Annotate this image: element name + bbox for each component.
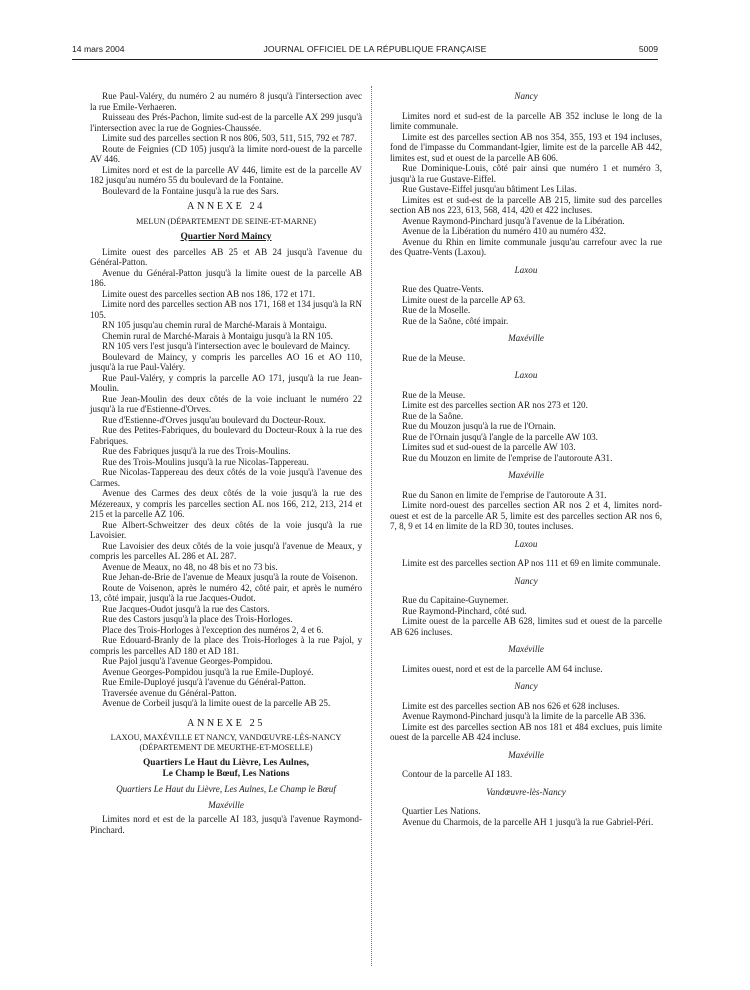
annexe-24-quartier: Quartier Nord Maincy — [180, 231, 272, 242]
boundary-item: Rue d'Estienne-d'Orves jusqu'au boulevard du Docteur-Roux. — [102, 414, 326, 425]
annexe-25-title: ANNEXE 25 — [186, 717, 265, 729]
commune-heading: Nancy — [514, 575, 538, 586]
boundary-item: Avenue Georges-Pompidou jusqu'à la rue Emile-Duployé. — [102, 666, 314, 677]
boundary-item: Limites est et sud-est de la parcelle AB 215, limite sud des parcelles section AB nos 223, 613, 568, 414, 420 et 422 incluses. — [390, 194, 662, 215]
annexe-25-quartier-line-1: Quartiers Le Haut du Lièvre, Les Aulnes, — [143, 758, 309, 768]
boundary-item: Limite ouest des parcelles AB 25 et AB 24 jusqu'à l'avenue du Général-Patton. — [90, 246, 362, 267]
boundary-item: Limites nord et est de la parcelle AV 446, limite est de la parcelle AV 182 jusqu'au numéro 55 du boulevard de la Fontaine. — [90, 164, 362, 185]
boundary-item: Place des Trois-Horloges à l'exception des numéros 2, 4 et 6. — [102, 624, 324, 635]
boundary-item: Limite nord-ouest des parcelles section AR nos 2 et 4, limites nord-ouest et est de la parcelle AR 5, limite est des parcelles section AR nos 6, 7, 8, 9 et 14 en limite de la RD 30, toutes incluses. — [390, 500, 662, 531]
boundary-item: Rue Edouard-Branly de la place des Trois-Horloges à la rue Pajol, y compris les parcelles AD 180 et AD 181. — [90, 635, 362, 656]
commune-section — [390, 769, 662, 780]
header-journal-title: JOURNAL OFFICIEL DE LA RÉPUBLIQUE FRANÇAISE — [263, 44, 487, 54]
boundary-item: Ruisseau des Prés-Pachon, limite sud-est de la parcelle AX 299 jusqu'à l'intersection avec la rue de Gognies-Chaussée. — [90, 112, 362, 133]
boundary-item: Avenue du Général-Patton jusqu'à la limite ouest de la parcelle AB 186. — [90, 267, 362, 288]
boundary-item: Rue des Trois-Moulins jusqu'à la rue Nicolas-Tappereau. — [102, 456, 309, 467]
boundary-item: Rue Dominique-Louis, côté pair ainsi que numéro 1 et numéro 3, jusqu'à la rue Gustave-Eiffel. — [390, 163, 662, 184]
boundary-item: Rue des Petites-Fabriques, du boulevard du Docteur-Roux à la rue des Fabriques. — [90, 425, 362, 446]
boundary-item: Limite ouest de la parcelle AB 628, limites sud et ouest de la parcelle AB 626 incluses. — [390, 616, 662, 637]
boundary-item: Rue de l'Ornain jusqu'à l'angle de la parcelle AW 103. — [402, 431, 598, 442]
column-divider — [371, 86, 372, 966]
boundary-item: Rue Paul-Valéry, y compris la parcelle AO 171, jusqu'à la rue Jean-Moulin. — [90, 372, 362, 393]
right-column — [390, 91, 662, 827]
boundary-item: Rue des Quatre-Vents. — [402, 284, 484, 294]
boundary-item: Avenue Raymond-Pinchard jusqu'à la limite de la parcelle AB 336. — [402, 711, 646, 721]
boundary-item: Rue Jacques-Oudot jusqu'à la rue des Castors. — [102, 603, 270, 614]
boundary-item: Rue de la Saône. — [402, 410, 464, 421]
commune-heading: Nancy — [514, 681, 538, 691]
boundary-item: Avenue de Corbeil jusqu'à la limite ouest de la parcelle AB 25. — [102, 698, 331, 708]
commune-section — [390, 701, 662, 743]
boundary-item: Rue des Castors jusqu'à la place des Trois-Horloges. — [102, 614, 293, 624]
boundary-item: Rue Nicolas-Tappereau des deux côtés de la voie jusqu'à l'avenue des Carmes. — [90, 467, 362, 488]
boundary-item: Avenue de la Libération du numéro 410 au numéro 432. — [402, 226, 606, 236]
boundary-item: RN 105 vers l'est jusqu'à l'intersection avec le boulevard de Maincy. — [102, 341, 351, 351]
commune-section — [390, 490, 662, 532]
commune-section — [390, 558, 662, 569]
commune-heading: Vandœuvre-lès-Nancy — [486, 786, 566, 797]
boundary-item: Limites sud et sud-ouest de la parcelle AW 103. — [402, 442, 576, 452]
commune-section — [390, 595, 662, 637]
boundary-item: Limite ouest des parcelles section AB nos 186, 172 et 171. — [102, 288, 316, 299]
boundary-item: Limite ouest de la parcelle AP 63. — [402, 294, 526, 305]
boundary-item: Avenue du Charmois, de la parcelle AH 1 jusqu'à la rue Gabriel-Péri. — [402, 816, 654, 827]
boundary-item: Rue de la Meuse. — [402, 389, 466, 400]
commune-heading: Maxéville — [508, 470, 544, 480]
commune-heading: Maxéville — [508, 644, 544, 654]
annexe-25-quartier-line-2: Le Champ le Bœuf, Les Nations — [162, 769, 290, 779]
boundary-item: Rue du Capitaine-Guynemer. — [402, 595, 509, 605]
boundary-item: Rue de la Saône, côté impair. — [402, 315, 509, 326]
annexe-25-commune: Maxéville — [208, 799, 244, 810]
boundary-item: Limite sud des parcelles section R nos 806, 503, 511, 515, 792 et 787. — [102, 133, 357, 143]
boundary-item: Quartier Les Nations. — [402, 806, 481, 816]
commune-heading: Maxéville — [508, 749, 544, 760]
boundary-item: Limite est des parcelles section AB nos 626 et 628 incluses. — [402, 700, 620, 711]
boundary-item: Rue de la Meuse. — [402, 352, 466, 363]
intro-list — [90, 91, 362, 196]
boundary-item: Avenue de Meaux, no 48, no 48 bis et no 73 bis. — [102, 561, 278, 572]
commune-heading: Nancy — [514, 91, 538, 101]
boundary-item: Avenue Raymond-Pinchard jusqu'à l'avenue de la Libération. — [402, 215, 625, 226]
boundary-item: Rue du Mouzon jusqu'à la rue de l'Ornain. — [402, 421, 556, 431]
boundary-item: Rue Pajol jusqu'à l'avenue Georges-Pompidou. — [102, 656, 273, 666]
boundary-item: Boulevard de la Fontaine jusqu'à la rue des Sars. — [102, 185, 279, 196]
boundary-item: Limite est des parcelles section AP nos 111 et 69 en limite communale. — [402, 558, 661, 568]
commune-section — [390, 390, 662, 464]
commune-heading: Laxou — [514, 370, 538, 380]
boundary-item: Limites ouest, nord et est de la parcelle AM 64 incluse. — [402, 663, 603, 674]
boundary-item: Route de Voisenon, après le numéro 42, côté pair, et après le numéro 13, côté impair, jusqu'à la rue Jacques-Oudot. — [90, 582, 362, 603]
boundary-item: Avenue du Rhin en limite communale jusqu'au carrefour avec la rue des Quatre-Vents (Laxou). — [390, 236, 662, 257]
annexe-24-subtitle: MELUN (DÉPARTEMENT DE SEINE-ET-MARNE) — [135, 216, 317, 226]
boundary-item: Limite nord des parcelles section AB nos 171, 168 et 134 jusqu'à la RN 105. — [90, 299, 362, 320]
boundary-item: Rue Lavoisier des deux côtés de la voie jusqu'à l'avenue de Meaux, y compris les parcelles AL 286 et AL 287. — [90, 540, 362, 561]
boundary-item: Limite est des parcelles section AB nos 181 et 484 exclues, puis limite ouest de la parcelle AB 424 incluse. — [390, 721, 662, 742]
annexe-25-quartiers-italic: Quartiers Le Haut du Lièvre, Les Aulnes, Le Champ le Bœuf — [116, 784, 336, 794]
boundary-item: Rue Paul-Valéry, du numéro 2 au numéro 8 jusqu'à l'intersection avec la rue Emile-Verhaeren. — [90, 91, 362, 112]
header-date: 14 mars 2004 — [72, 44, 125, 54]
boundary-item: Rue Emile-Duployé jusqu'à l'avenue du Général-Patton. — [102, 677, 306, 687]
left-column — [90, 91, 362, 835]
boundary-item: Contour de la parcelle AI 183. — [402, 769, 513, 779]
commune-heading: Laxou — [514, 538, 538, 549]
boundary-item: Limite est des parcelles section AB nos 354, 355, 193 et 194 incluses, fond de l'impasse du Commandant-Igier, limite est de la parcelle AB 442, limites est, sud et ouest de la parcelle AB 606. — [390, 131, 662, 163]
boundary-item: Rue du Sanon en limite de l'emprise de l'autoroute A 31. — [402, 489, 607, 500]
boundary-item: Rue Raymond-Pinchard, côté sud. — [402, 605, 527, 616]
commune-section — [390, 111, 662, 258]
boundary-item: Rue Gustave-Eiffel jusqu'au bâtiment Les Lilas. — [402, 184, 577, 194]
boundary-item: Boulevard de Maincy, y compris les parcelles AO 16 et AO 110, jusqu'à la rue Paul-Valéry. — [90, 351, 362, 372]
boundary-item: Avenue des Carmes des deux côtés de la voie jusqu'à la rue des Mézereaux, y compris les parcelles section AL nos 166, 212, 213, 214 et 215 et la parcelle AZ 106. — [90, 488, 362, 519]
commune-section — [390, 284, 662, 326]
boundary-item: Limite est des parcelles section AR nos 273 et 120. — [402, 400, 588, 410]
annexe-25-item: Limites nord et est de la parcelle AI 183, jusqu'à l'avenue Raymond-Pinchard. — [90, 814, 362, 835]
boundary-item: Rue des Fabriques jusqu'à la rue des Trois-Moulins. — [102, 446, 291, 456]
boundary-item: Route de Feignies (CD 105) jusqu'à la limite nord-ouest de la parcelle AV 446. — [90, 143, 362, 164]
boundary-item: Rue du Mouzon en limite de l'emprise de l'autoroute A31. — [402, 452, 613, 463]
boundary-item: Rue Albert-Schweitzer des deux côtés de la voie jusqu'à la rue Lavoisier. — [90, 519, 362, 540]
header-page-number: 5009 — [638, 44, 658, 54]
header-rule — [72, 59, 658, 60]
commune-section — [390, 806, 662, 827]
annexe-24-list — [90, 247, 362, 709]
annexe-25-subtitle-2: (DÉPARTEMENT DE MEURTHE-ET-MOSELLE) — [139, 743, 313, 752]
commune-heading: Laxou — [514, 264, 538, 275]
annexe-25-subtitle-1: LAXOU, MAXÉVILLE ET NANCY, VANDŒUVRE-LÈS-NANCY — [110, 733, 342, 742]
commune-heading: Maxéville — [508, 333, 544, 343]
commune-section — [390, 664, 662, 675]
annexe-24-title: ANNEXE 24 — [186, 201, 265, 212]
commune-section — [390, 353, 662, 364]
boundary-item: Rue Jean-Moulin des deux côtés de la voie incluant le numéro 22 jusqu'à la rue d'Estienne-d'Orves. — [90, 393, 362, 414]
boundary-item: Chemin rural de Marché-Marais à Montaigu jusqu'à la RN 105. — [102, 330, 333, 341]
boundary-item: Rue de la Moselle. — [402, 305, 471, 315]
page-header — [0, 44, 750, 58]
boundary-item: Limites nord et sud-est de la parcelle AB 352 incluse le long de la limite communale. — [390, 110, 662, 131]
boundary-item: Traversée avenue du Général-Patton. — [102, 687, 237, 698]
boundary-item: RN 105 jusqu'au chemin rural de Marché-Marais à Montaigu. — [102, 320, 327, 330]
boundary-item: Rue Jehan-de-Brie de l'avenue de Meaux jusqu'à la route de Voisenon. — [102, 572, 358, 582]
